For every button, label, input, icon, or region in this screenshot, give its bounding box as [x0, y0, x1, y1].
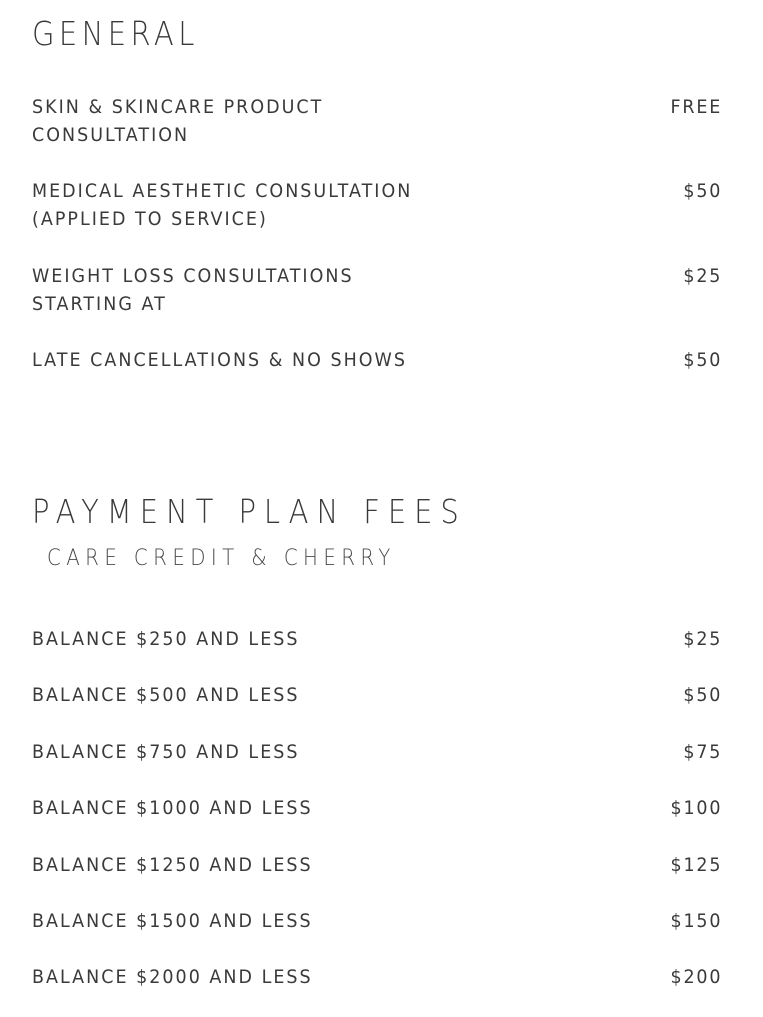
balance-fee: $25 [683, 628, 722, 650]
service-label [32, 93, 323, 149]
payment-item [32, 963, 722, 991]
balance-label: BALANCE $1000 AND LESS [32, 797, 313, 819]
service-price: $50 [683, 180, 722, 202]
payment-section-title: PAYMENT PLAN FEES [32, 492, 467, 531]
service-label-line: CONSULTATION [32, 124, 190, 146]
service-label-line: STARTING AT [32, 293, 167, 315]
service-label-line: SKIN & SKINCARE PRODUCT [32, 96, 324, 118]
balance-label: BALANCE $750 AND LESS [32, 741, 300, 763]
service-label [32, 177, 412, 233]
balance-fee: $150 [670, 910, 722, 932]
service-label-line: MEDICAL AESTHETIC CONSULTATION [32, 180, 413, 202]
balance-fee: $50 [683, 684, 722, 706]
service-price: $25 [683, 265, 722, 287]
payment-item [32, 794, 722, 822]
general-item-late-cancellations [32, 346, 722, 374]
balance-fee: $200 [670, 966, 722, 988]
balance-fee: $75 [683, 741, 722, 763]
payment-item [32, 625, 722, 653]
payment-section-subtitle: CARE CREDIT & CHERRY [47, 546, 396, 571]
balance-fee: $125 [670, 854, 722, 876]
payment-item [32, 681, 722, 709]
balance-label: BALANCE $250 AND LESS [32, 628, 300, 650]
balance-label: BALANCE $2000 AND LESS [32, 966, 313, 988]
service-price: $50 [683, 349, 722, 371]
payment-item [32, 738, 722, 766]
general-item-skin-consultation [32, 93, 722, 149]
service-label [32, 346, 407, 374]
payment-item [32, 907, 722, 935]
balance-label: BALANCE $1500 AND LESS [32, 910, 313, 932]
general-item-weight-loss [32, 262, 722, 318]
service-label-line: WEIGHT LOSS CONSULTATIONS [32, 265, 354, 287]
service-price: FREE [670, 96, 722, 118]
balance-label: BALANCE $1250 AND LESS [32, 854, 313, 876]
general-section-title: GENERAL [32, 14, 199, 53]
service-label [32, 262, 354, 318]
balance-label: BALANCE $500 AND LESS [32, 684, 300, 706]
service-label-line: (APPLIED TO SERVICE) [32, 208, 268, 230]
general-item-medical-aesthetic [32, 177, 722, 233]
service-label-line: LATE CANCELLATIONS & NO SHOWS [32, 349, 407, 371]
balance-fee: $100 [670, 797, 722, 819]
payment-item [32, 851, 722, 879]
